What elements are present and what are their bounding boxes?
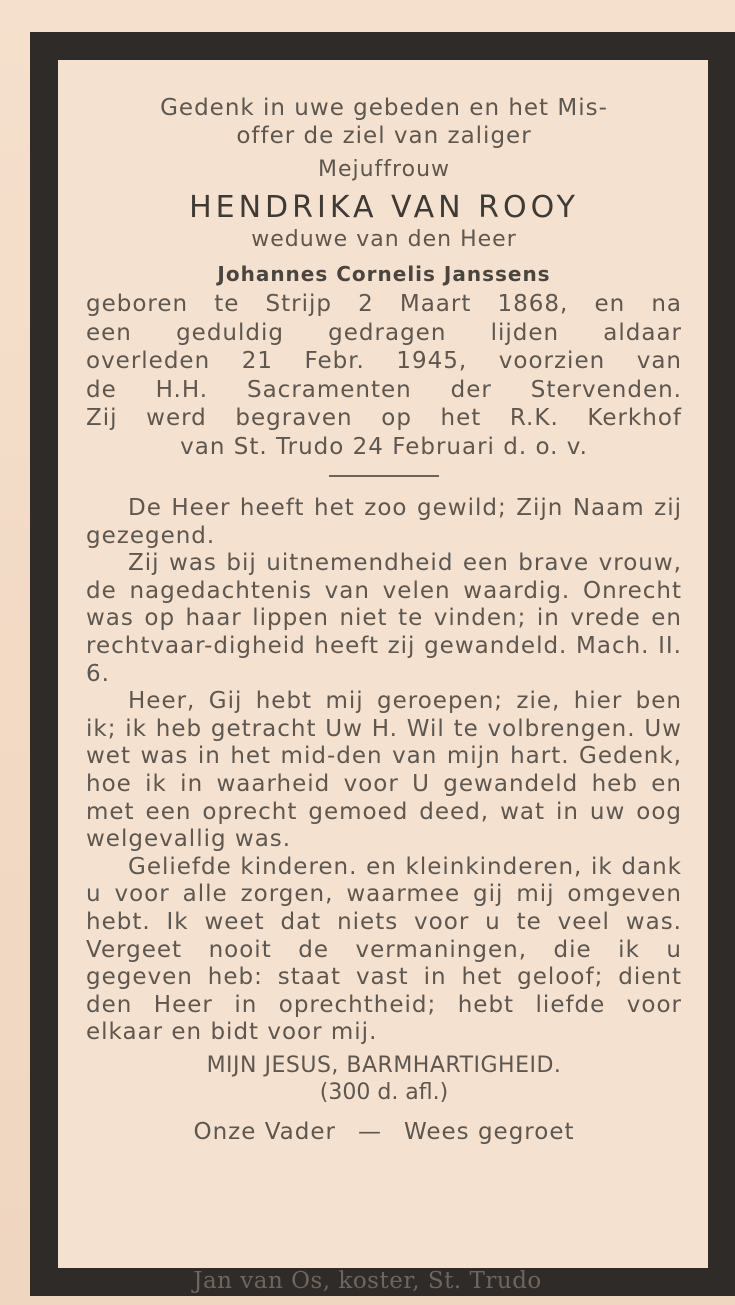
title-mejuffrouw: Mejuffrouw — [317, 157, 451, 182]
bio-line: van St. Trudo 24 Februari d. o. v. — [180, 433, 588, 460]
card-content — [58, 60, 708, 1268]
paragraph-3: Heer, Gij hebt mij geroepen; zie, hier ben ik; ik heb getracht Uw H. Wil te volbrengen. Uw wet was in het mid-den van mijn hart. Gedenk, hoe ik in waarheid voor U gewandeld heb en met een oprecht gemoed deed, wat in uw oog welgevallig was. — [86, 688, 682, 853]
paragraph-1: De Heer heeft het zoo gewild; Zijn Naam zij gezegend. — [86, 495, 682, 549]
paragraph-2: Zij was bij uitnemendheid een brave vrouw, de nagedachtenis van velen waardig. Onrecht was op haar lippen niet te vinden; in vrede en rechtvaar-digheid heeft zij gewandeld. Mach. II. 6. — [86, 550, 682, 687]
paragraph-4: Geliefde kinderen. en kleinkinderen, ik dank u voor alle zorgen, waarmee gij mij omgeven hebt. Ik weet dat niets voor u te veel was. Vergeet nooit de vermaningen, die ik u gegeven heb: staat vast in het geloof; dient den Heer in oprechtheid; hebt liefde voor elkaar en bidt voor mij. — [86, 853, 682, 1046]
printer-credit: Jan van Os, koster, St. Trudo — [193, 1268, 542, 1294]
intro-line-2: offer de ziel van zaliger — [236, 123, 532, 149]
bio-line: geboren te Strijp 2 Maart 1868, en na — [86, 291, 682, 317]
indulgence-line: (300 d. afl.) — [319, 1079, 449, 1105]
biography — [86, 290, 682, 461]
husband-name: Johannes Cornelis Janssens — [217, 262, 551, 286]
wees-gegroet: Wees gegroet — [403, 1118, 575, 1145]
bio-line: overleden 21 Febr. 1945, voorzien van — [86, 348, 682, 374]
closing-prayers — [86, 1119, 682, 1145]
bio-line: Zij werd begraven op het R.K. Kerkhof — [86, 405, 682, 431]
intro-line-1: Gedenk in uwe gebeden en het Mis- — [160, 95, 608, 121]
dash: — — [357, 1118, 382, 1145]
deceased-name: HENDRIKA VAN ROOY — [189, 190, 579, 225]
widow-of: weduwe van den Heer — [251, 227, 517, 252]
bio-line: de H.H. Sacramenten der Stervenden. — [86, 376, 682, 403]
onze-vader: Onze Vader — [193, 1118, 336, 1145]
bio-line: een geduldig gedragen lijden aldaar — [86, 319, 682, 346]
prayer-line: MIJN JESUS, BARMHARTIGHEID. — [206, 1052, 562, 1078]
divider — [329, 475, 439, 477]
